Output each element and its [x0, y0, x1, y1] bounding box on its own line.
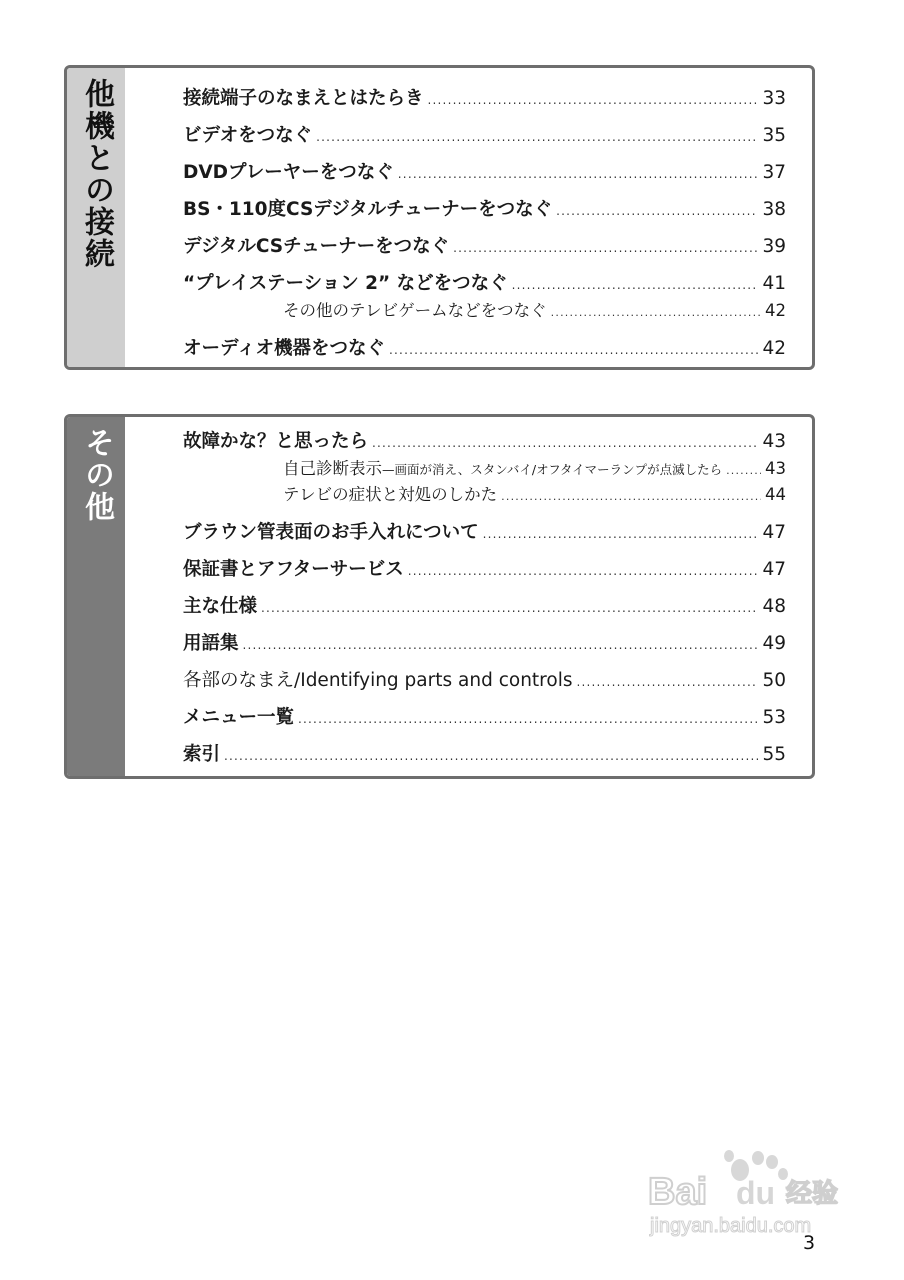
entry-title: 各部のなまえ/Identifying parts and controls	[183, 670, 573, 691]
entry-title: 故障かな？と思ったら	[183, 431, 369, 452]
leader-dots	[551, 306, 761, 319]
entry-title	[283, 455, 722, 479]
toc-entry[interactable]	[183, 427, 786, 453]
watermark-product: 经验	[786, 1179, 839, 1209]
toc-section-connections	[64, 65, 815, 370]
toc-entry[interactable]	[183, 232, 786, 258]
toc-entry[interactable]	[183, 555, 786, 581]
entry-title: 主な仕様	[183, 596, 258, 617]
entry-page: 55	[762, 744, 786, 765]
watermark-brand2: du	[736, 1175, 776, 1211]
leader-dots	[408, 564, 759, 578]
leader-dots	[556, 204, 758, 218]
entry-page: 43	[762, 431, 786, 452]
leader-dots	[298, 712, 758, 726]
entry-page: 47	[762, 559, 786, 580]
leader-dots	[316, 130, 758, 144]
leader-dots	[261, 601, 758, 615]
entry-title: 接続端子のなまえとはたらき	[183, 88, 424, 109]
toc-entry[interactable]	[183, 334, 786, 360]
leader-dots	[512, 278, 759, 292]
entry-page: 53	[762, 707, 786, 728]
watermark-brand: Bai	[648, 1171, 708, 1213]
section-tab	[67, 68, 125, 367]
entry-page: 41	[762, 273, 786, 294]
section-tab	[67, 417, 125, 776]
toc-entry[interactable]	[183, 84, 786, 110]
entry-page: 50	[762, 670, 786, 691]
entry-page: 35	[762, 125, 786, 146]
entry-title-note: —画面が消え、スタンバイ/オフタイマーランプが点滅したら	[382, 462, 723, 477]
entry-title: BS・110度CSデジタルチューナーをつなぐ	[183, 199, 553, 220]
leader-dots	[501, 490, 761, 503]
toc-entry[interactable]	[183, 666, 786, 692]
page-number: 3	[803, 1232, 816, 1254]
watermark-url: jingyan.baidu.com	[650, 1215, 812, 1237]
entry-page: 42	[762, 338, 786, 359]
entry-title: ビデオをつなぐ	[183, 125, 313, 146]
leader-dots	[576, 675, 758, 689]
entry-page: 47	[762, 522, 786, 543]
leader-dots	[372, 436, 758, 450]
leader-dots	[428, 93, 759, 107]
section-title: 他機との接続	[79, 78, 114, 270]
entry-page: 39	[762, 236, 786, 257]
leader-dots	[224, 749, 758, 763]
baidu-watermark	[640, 1140, 850, 1240]
toc-entry[interactable]	[183, 703, 786, 729]
leader-dots	[726, 464, 761, 477]
toc-subentry[interactable]	[283, 481, 786, 505]
entry-title: テレビの症状と対処のしかた	[283, 485, 498, 504]
leader-dots	[389, 343, 758, 357]
leader-dots	[453, 241, 758, 255]
entry-title: ブラウン管表面のお手入れについて	[183, 522, 479, 543]
entry-title: その他のテレビゲームなどをつなぐ	[283, 301, 547, 320]
toc-entry[interactable]	[183, 740, 786, 766]
entry-page: 48	[762, 596, 786, 617]
toc-entry[interactable]	[183, 269, 786, 295]
toc-entry[interactable]	[183, 629, 786, 655]
toc-entry[interactable]	[183, 195, 786, 221]
entry-title: 用語集	[183, 633, 239, 654]
leader-dots	[398, 167, 759, 181]
entry-page: 33	[762, 88, 786, 109]
entry-page: 37	[762, 162, 786, 183]
toc-entry[interactable]	[183, 592, 786, 618]
toc-subentry[interactable]	[283, 455, 786, 479]
entry-page: 38	[762, 199, 786, 220]
toc-entry[interactable]	[183, 121, 786, 147]
entry-title-main: 自己診断表示	[283, 459, 382, 478]
leader-dots	[243, 638, 759, 652]
entry-page: 42	[765, 301, 786, 320]
entry-page: 43	[765, 459, 786, 478]
toc-section-other	[64, 414, 815, 779]
entry-title: メニュー一覧	[183, 707, 295, 728]
section-title: その他	[79, 427, 114, 523]
entry-title: 索引	[183, 744, 221, 765]
entry-title: “プレイステーション 2” などをつなぐ	[183, 273, 508, 294]
entry-title: DVDプレーヤーをつなぐ	[183, 162, 394, 183]
entry-title: 保証書とアフターサービス	[183, 559, 404, 580]
leader-dots	[483, 527, 759, 541]
toc-entry[interactable]	[183, 158, 786, 184]
entry-title: デジタルCSチューナーをつなぐ	[183, 236, 450, 257]
entry-page: 44	[765, 485, 786, 504]
toc-subentry[interactable]	[283, 297, 786, 321]
entry-title: オーディオ機器をつなぐ	[183, 338, 386, 359]
toc-entry[interactable]	[183, 518, 786, 544]
entry-page: 49	[762, 633, 786, 654]
